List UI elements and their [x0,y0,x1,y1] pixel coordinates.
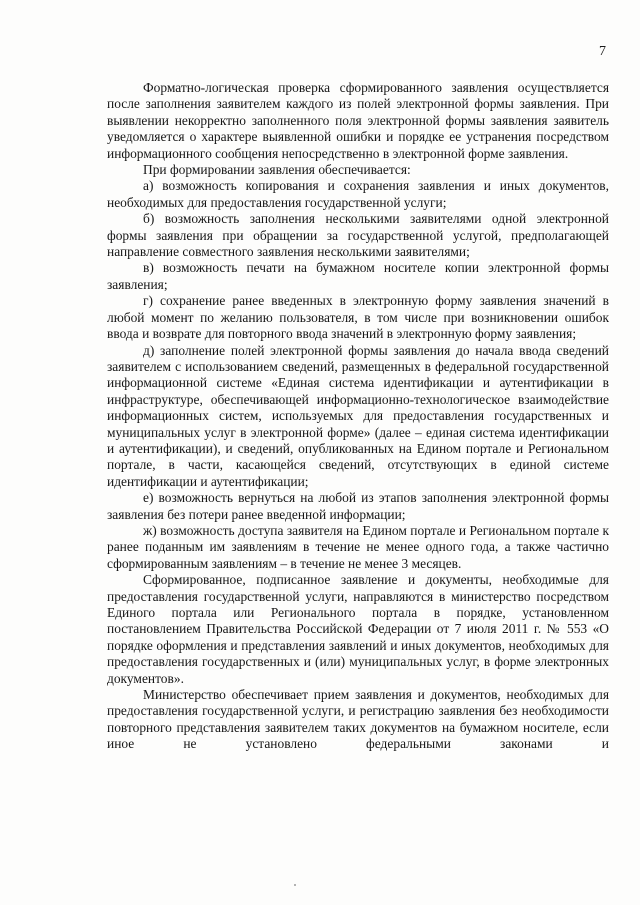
list-item: а) возможность копирования и сохранения заявления и иных документов, необходимых для предоставления государственной услуги; [107,178,609,210]
paragraph: Министерство обеспечивает прием заявления и документов, необходимых для предоставления государственной услуги, и регистрацию заявления без необходимости повторного представления заявителем таких документов на бумажном носителе, если иное не установлено федеральными законами и [107,687,609,752]
list-item: ж) возможность доступа заявителя на Едином портале и Региональном портале к ранее поданным им заявлениям в течение не менее одного года, а также частично сформированным заявлениям – в течение не менее 3 месяцев. [107,522,609,571]
paragraph: Сформированное, подписанное заявление и документы, необходимые для предоставления государственной услуги, направляются в министерство посредством Единого портала или Регионального портала в порядке, установленном постановлением Правительства Российской Федерации от 7 июля 2011 г. № 553 «О порядке оформления и представления заявлений и иных документов, необходимых для предоставления государственных и (или) муниципальных услуг, в форме электронных документов». [107,572,609,686]
scan-artifact [294,884,296,886]
page-number: 7 [599,44,606,59]
paragraph: Форматно-логическая проверка сформированного заявления осуществляется после заполнения заявителем каждого из полей электронной формы заявления. При выявлении некорректно заполненного поля электронной формы заявления заявитель уведомляется о характере выявленной ошибки и порядке ее устранения посредством информационного сообщения непосредственно в электронной форме заявления. [107,80,609,161]
list-item: г) сохранение ранее введенных в электронную форму заявления значений в любой момент по желанию пользователя, в том числе при возникновении ошибок ввода и возврате для повторного ввода значений в электронную форму заявления; [107,293,609,342]
list-item: е) возможность вернуться на любой из этапов заполнения электронной формы заявления без потери ранее введенной информации; [107,490,609,522]
paragraph: При формировании заявления обеспечивается: [143,162,411,178]
document-body [107,80,609,753]
list-item: д) заполнение полей электронной формы заявления до начала ввода сведений заявителем с использованием сведений, размещенных в федеральной государственной информационной системе «Единая система идентификации и аутентификации в инфраструктуре, обеспечивающей информационно-технологическое взаимодействие информационных систем, используемых для предоставления государственных и муниципальных услуг в электронной форме» (далее – единая система идентификации и аутентификации), и сведений, опубликованных на Едином портале и Региональном портале, в части, касающейся сведений, отсутствующих в единой системе идентификации и аутентификации; [107,342,609,489]
list-item: в) возможность печати на бумажном носителе копии электронной формы заявления; [107,260,609,292]
list-item: б) возможность заполнения несколькими заявителями одной электронной формы заявления при обращении за государственной услугой, предполагающей направление совместного заявления несколькими заявителями; [107,211,609,260]
